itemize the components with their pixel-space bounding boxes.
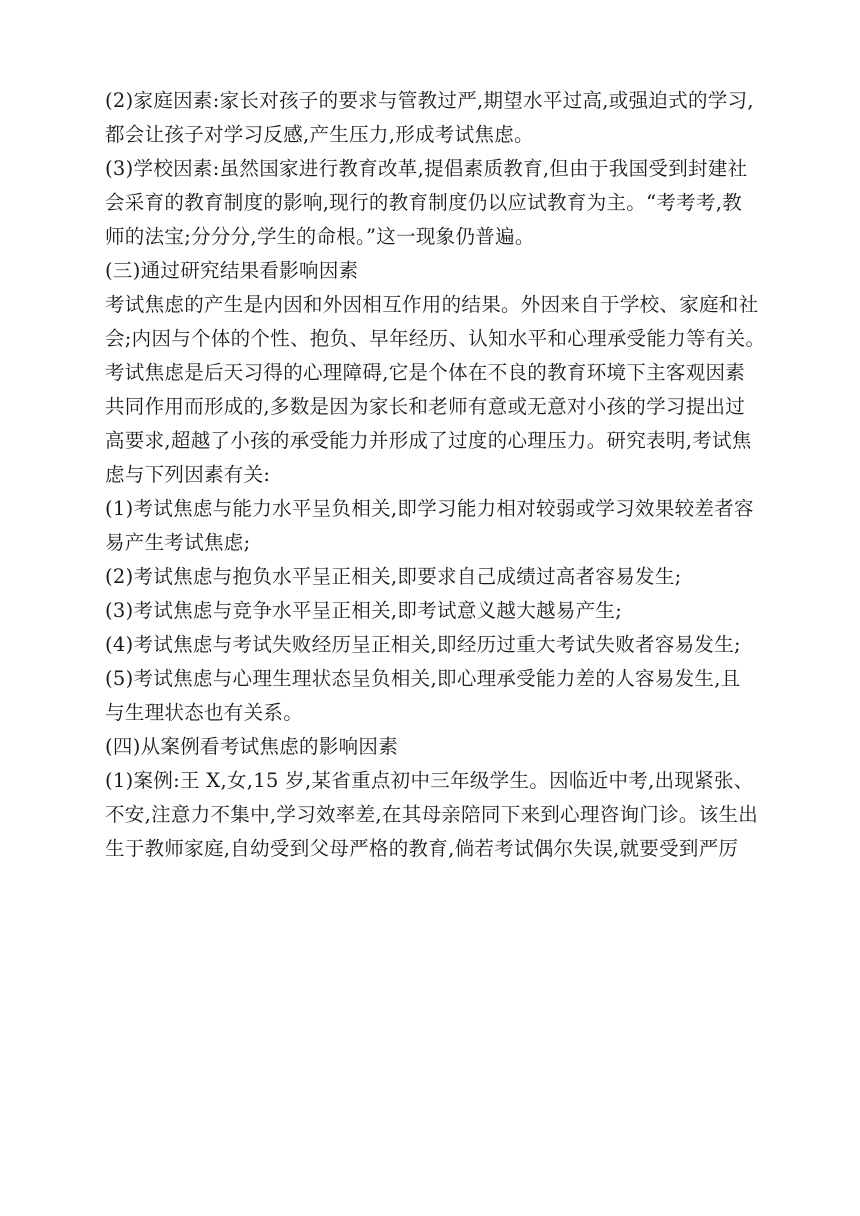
list-item: (1)考试焦虑与能力水平呈负相关,即学习能力相对较弱或学习效果较差者容	[105, 497, 754, 520]
text-line: 不安,注意力不集中,学习效率差,在其母亲陪同下来到心理咨询门诊。该生出	[105, 803, 759, 826]
text-line: 会;内因与个体的个性、抱负、早年经历、认知水平和心理承受能力等有关。	[105, 327, 766, 350]
text-line: 高要求,超越了小孩的承受能力并形成了过度的心理压力。研究表明,考试焦	[105, 429, 752, 452]
list-item: (4)考试焦虑与考试失败经历呈正相关,即经历过重大考试失败者容易发生;	[105, 633, 741, 656]
text-line: (1)案例:王 X,女,15 岁,某省重点初中三年级学生。因临近中考,出现紧张、	[105, 769, 754, 792]
list-item: (2)考试焦虑与抱负水平呈正相关,即要求自己成绩过高者容易发生;	[105, 565, 682, 588]
list-item: 易产生考试焦虑;	[105, 531, 251, 554]
text-line: 共同作用而形成的,多数是因为家长和老师有意或无意对小孩的学习提出过	[105, 395, 746, 418]
section-heading: (三)通过研究结果看影响因素	[105, 259, 359, 282]
text-line: 虑与下列因素有关:	[105, 463, 271, 486]
text-line: 考试焦虑是后天习得的心理障碍,它是个体在不良的教育环境下主客观因素	[105, 361, 746, 384]
text-line: 师的法宝;分分分,学生的命根。”这一现象仍普遍。	[105, 225, 535, 248]
list-item: (3)考试焦虑与竞争水平呈正相关,即考试意义越大越易产生;	[105, 599, 623, 622]
list-item: (5)考试焦虑与心理生理状态呈负相关,即心理承受能力差的人容易发生,且	[105, 667, 741, 690]
list-item: 与生理状态也有关系。	[105, 701, 304, 724]
section-heading: (四)从案例看考试焦虑的影响因素	[105, 735, 399, 758]
text-line: 都会让孩子对学习反感,产生压力,形成考试焦虑。	[105, 123, 534, 146]
text-line: (3)学校因素:虽然国家进行教育改革,提倡素质教育,但由于我国受到封建社	[105, 157, 748, 180]
text-line: 生于教师家庭,自幼受到父母严格的教育,倘若考试偶尔失误,就要受到严厉	[105, 837, 739, 860]
text-line: (2)家庭因素:家长对孩子的要求与管教过严,期望水平过高,或强迫式的学习,	[105, 89, 754, 112]
text-line: 考试焦虑的产生是内因和外因相互作用的结果。外因来自于学校、家庭和社	[105, 293, 759, 316]
document-page	[105, 84, 785, 866]
text-line: 会采育的教育制度的影响,现行的教育制度仍以应试教育为主。“考考考,教	[105, 191, 743, 214]
